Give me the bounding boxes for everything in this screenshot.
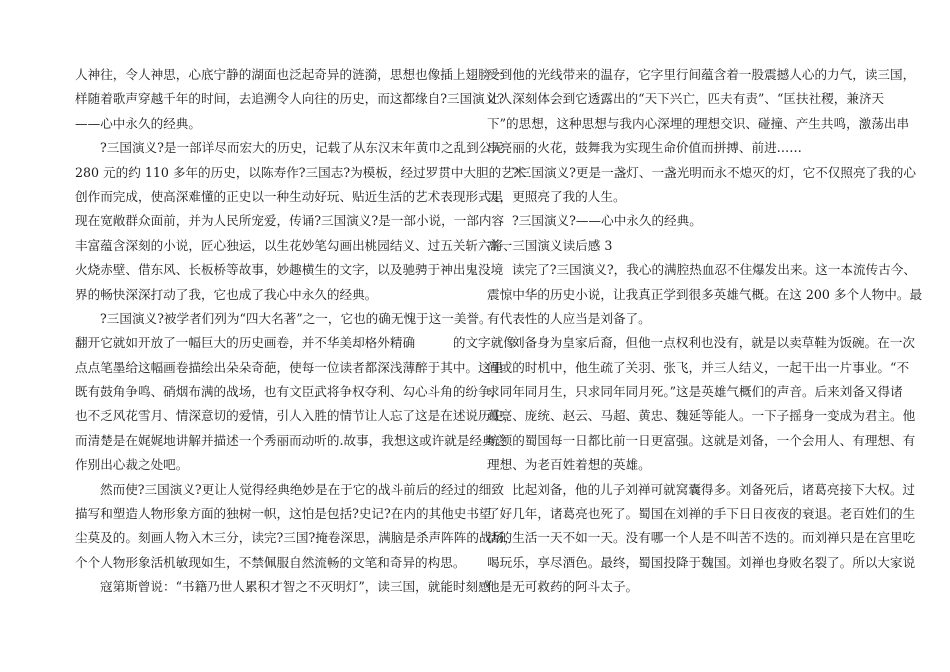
text-line: 火烧赤壁、借东风、长板桥等故事，妙趣横生的文字，以及驰骋于神出鬼没境 [75,262,504,278]
text-line: 下”的思想，这种思想与我内心深埋的理想交识、碰撞、产生共鸣，激荡出串 [487,115,910,131]
text-line: 现在宽敞群众面前，并为人民所宠爱，传诵?三国演义?是一部小说，一部内容 [75,213,505,229]
text-line: 比起刘备，他的儿子刘禅可就窝囊得多。刘备死后，诸葛亮接下大权。过 [512,481,915,497]
text-line: 葛亮、庞统、赵云、马超、黄忠、魏延等能人。一下子摇身一变成为君主。他 [487,408,916,424]
text-line: 人神往，令人神思，心底宁静的湖面也泛起奇异的涟漪，思想也像插上翅膀一 [75,67,504,82]
text-line: 点点笔墨给这幅画卷描绘出朵朵奇葩，使每一位读者都深浅薄醉于其中。这里 [75,359,504,375]
text-line: 而清楚是在娓娓地讲解并描述一个秀丽而动听的.故事，我想这或许就是经典之 [75,432,508,448]
text-line: 丰富蕴含深刻的小说，匠心独运，以生花妙笔勾画出桃园结义、过五关斩六将、 [75,237,516,253]
text-line: 串亮丽的火花，鼓舞我为实现生命价值而拼搏、前进…… [487,140,802,156]
text-line: 让人深刻体会到它透露出的“天下兴亡，匹夫有责”、“匡扶社稷，兼济天 [487,91,885,107]
text-line: 然而使?三国演义?更让人觉得经典绝妙是在于它的战斗前后的经过的细致 [100,481,504,497]
text-line: 受到他的光线带来的温存，它字里行间蕴含着一股震撼人心的力气，读三国， [487,67,916,82]
text-line: 280 元的约 110 多年的历史，以陈寿作?三国志?为模板，经过罗贯中大胆的艺术 [75,164,527,180]
text-line: ?三国演义?是一部详尽而宏大的历史，记载了从东汉末年黄巾之乱到公元 [100,140,504,156]
text-line: 求同年同月生，只求同年同月死。”这是英雄气概们的声音。后来刘备又得诸 [487,384,903,400]
text-line: 了好几年，诸葛亮也死了。蜀国在刘禅的手下日日夜夜的衰退。老百姓们的生 [487,506,916,522]
text-line: 喝玩乐，享尽酒色。最终，蜀国投降于魏国。刘禅也身败名裂了。所以大家说 [487,554,916,570]
text-line: ——心中永久的经典。 [75,115,201,131]
text-line: 寇第斯曾说：“书籍乃世人累积才智之不灭明灯”，读三国，就能时刻感 [100,579,491,595]
text-line: ?三国演义?更是一盏灯、一盏光明而永不熄灭的灯，它不仅照亮了我的心 [512,164,916,180]
left-text-column [75,63,527,600]
text-line: 尘莫及的。刻画人物入木三分，读完?三国?掩卷深思，满脑是杀声阵阵的战场， [75,530,517,546]
text-line: 统领的蜀国每一日都比前一日更富强。这就是刘备，一个会用人、有理想、有 [487,432,916,448]
text-line: 间或的时机中，他生疏了关羽、张飞，并三人结义，一起干出一片事业。“不 [487,359,910,375]
text-line: 翻开它就如开放了一幅巨大的历史画卷，并不华美却格外精确 的文字就像 [75,335,516,351]
text-line: 描写和塑造人物形象方面的独树一帜，这怕是包括?史记?在内的其他史书望 [75,506,492,522]
text-line: 震惊中华的历史小说，让我真正学到很多英雄气概。在这 200 多个人物中。最 [487,286,923,302]
text-line: 他是无可救药的阿斗太子。 [487,579,639,595]
text-line: 活的生活一天不如一天。没有哪一个人是不叫苦不迭的。而刘禅只是在宫里吃 [487,530,916,546]
text-line: 创作而完成，使高深难懂的正史以一种生动好玩、贴近生活的艺术表现形式呈 [75,188,504,204]
text-line: 刘备身为皇家后裔，但他一点权利也没有，就是以卖草鞋为饭碗。在一次 [512,335,915,351]
text-line: 读完了?三国演义?，我心的满腔热血忍不住爆发出来。这一本流传古今、 [512,262,916,278]
text-line: 样随着歌声穿越千年的时间，去追溯令人向往的历史，而这都缘自?三国演义? [75,91,505,107]
text-line: 灵，更照亮了我的人生。 [487,188,626,204]
text-line: 理想、为老百姓着想的英雄。 [487,457,651,473]
right-text-column [487,63,923,600]
text-line: ?三国演义?——心中永久的经典。 [512,213,702,229]
text-line: 也不乏风花雪月、情深意切的爱情，引人入胜的情节让人忘了这是在述说历史， [75,408,516,424]
text-line: 个个人物形象活机敏现如生，不禁佩服自然流畅的文笔和奇异的构思。 [75,554,466,570]
text-line: 有代表性的人应当是刘备了。 [487,310,651,326]
text-line: 既有鼓角争鸣、硝烟布满的战场，也有文臣武将争权夺利、勾心斗角的纷争， [75,384,504,400]
text-line: ?三国演义?被学者们列为“四大名著”之一，它也的确无愧于这一美誉。 [100,310,492,326]
text-line: 界的畅快深深打动了我，它也成了我心中永久的经典。 [75,286,378,302]
text-line: 作别出心裁之处吧。 [75,457,189,473]
text-line: 高一三国演义读后感 3 [487,237,613,253]
